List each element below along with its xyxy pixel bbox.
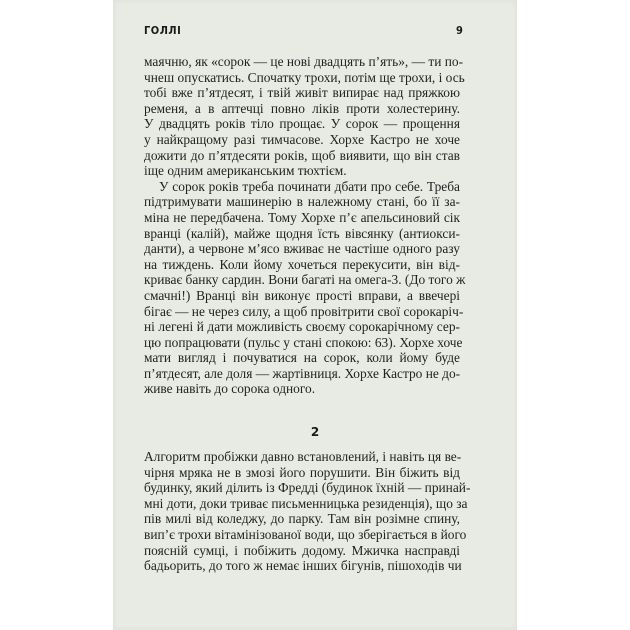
text-line: дожити до п’ятдесяти років, щоб виявити, що він став (144, 147, 460, 163)
text-line: криває банку сардин. Вони багаті на омега-3. (До того ж (144, 272, 466, 288)
book-page (113, 0, 517, 630)
page-number: 9 (456, 24, 464, 37)
text-line: чірня мряка не в змозі його порушити. Він біжить від (144, 464, 460, 480)
text-line: данти), а червоне м’ясо вживає не частіше одного разу (144, 241, 460, 257)
text-line: підтримувати машинерію в належному стані, бо її за- (144, 194, 460, 210)
text-line: живе навіть до сорока одного. (144, 381, 316, 397)
text-line: мати вигляд і почуватися на сорок, коли йому буде (144, 350, 460, 366)
text-line: чнеш опускатись. Спочатку трохи, потім ще трохи, і ось (144, 69, 465, 85)
text-line: на тиждень. Коли йому хочеться перекусити, він від- (144, 256, 460, 272)
text-line: поясній сумці, і побіжить додому. Мжичка насправді (144, 542, 460, 558)
text-line: ні легені й дати можливість своєму сорокарічному сер- (144, 319, 460, 335)
text-line: Алгоритм пробіжки давно встановлений, і навіть ця ве- (144, 449, 462, 464)
text-line: бігає — не через силу, а щоб провітрити свої сорокаріч- (144, 303, 464, 319)
section-number: 2 (310, 425, 320, 439)
text-line: бадьорить, до того ж немає інших бігунів, пішоходів чи (144, 558, 462, 574)
text-line: У двадцять років тіло прощає. У сорок — прощення (144, 116, 460, 132)
text-line: смачні!) Вранці він виконує прості вправи, а ввечері (144, 287, 460, 303)
text-line: будинку, який ділить із Фредді (будинок їхній — принай- (144, 480, 471, 496)
section-1-text (144, 54, 466, 397)
section-2-text (144, 449, 471, 574)
text-line: вип’є трохи вітамінізованої води, що зберігається в його (144, 526, 467, 542)
text-line: мні доти, доки триває письменницька резиденція), що за (144, 495, 468, 511)
text-line: у найкращому разі тимчасове. Хорхе Кастро не хоче (144, 131, 460, 147)
text-line: іще одним американським тюхтієм. (144, 163, 347, 179)
text-line: У сорок років треба починати дбати про себе. Треба (159, 178, 460, 194)
running-header-title: ГОЛЛІ (144, 24, 182, 37)
text-line: ременя, а в аптечці повно ліків проти холестерину. (144, 100, 460, 116)
text-line: пів милі від коледжу, до парку. Там він розімне спину, (144, 511, 460, 527)
text-line: тобі вже п’ятдесят, і твій живіт випирає над пряжкою (144, 85, 460, 101)
text-line: цю попрацювати (пульс у стані спокою: 63). Хорхе хоче (144, 334, 463, 350)
text-line: вранці (калій), майже щодня їсть вівсянку (антиокси- (144, 225, 460, 241)
text-line: маячню, як «сорок — це нові двадцять п’ять», — ти по- (144, 54, 464, 69)
text-line: міна не передбачена. Тому Хорхе п’є апельсиновий сік (144, 209, 460, 225)
text-line: п’ятдесят, але доля — жартівниця. Хорхе Кастро не до- (144, 365, 461, 381)
